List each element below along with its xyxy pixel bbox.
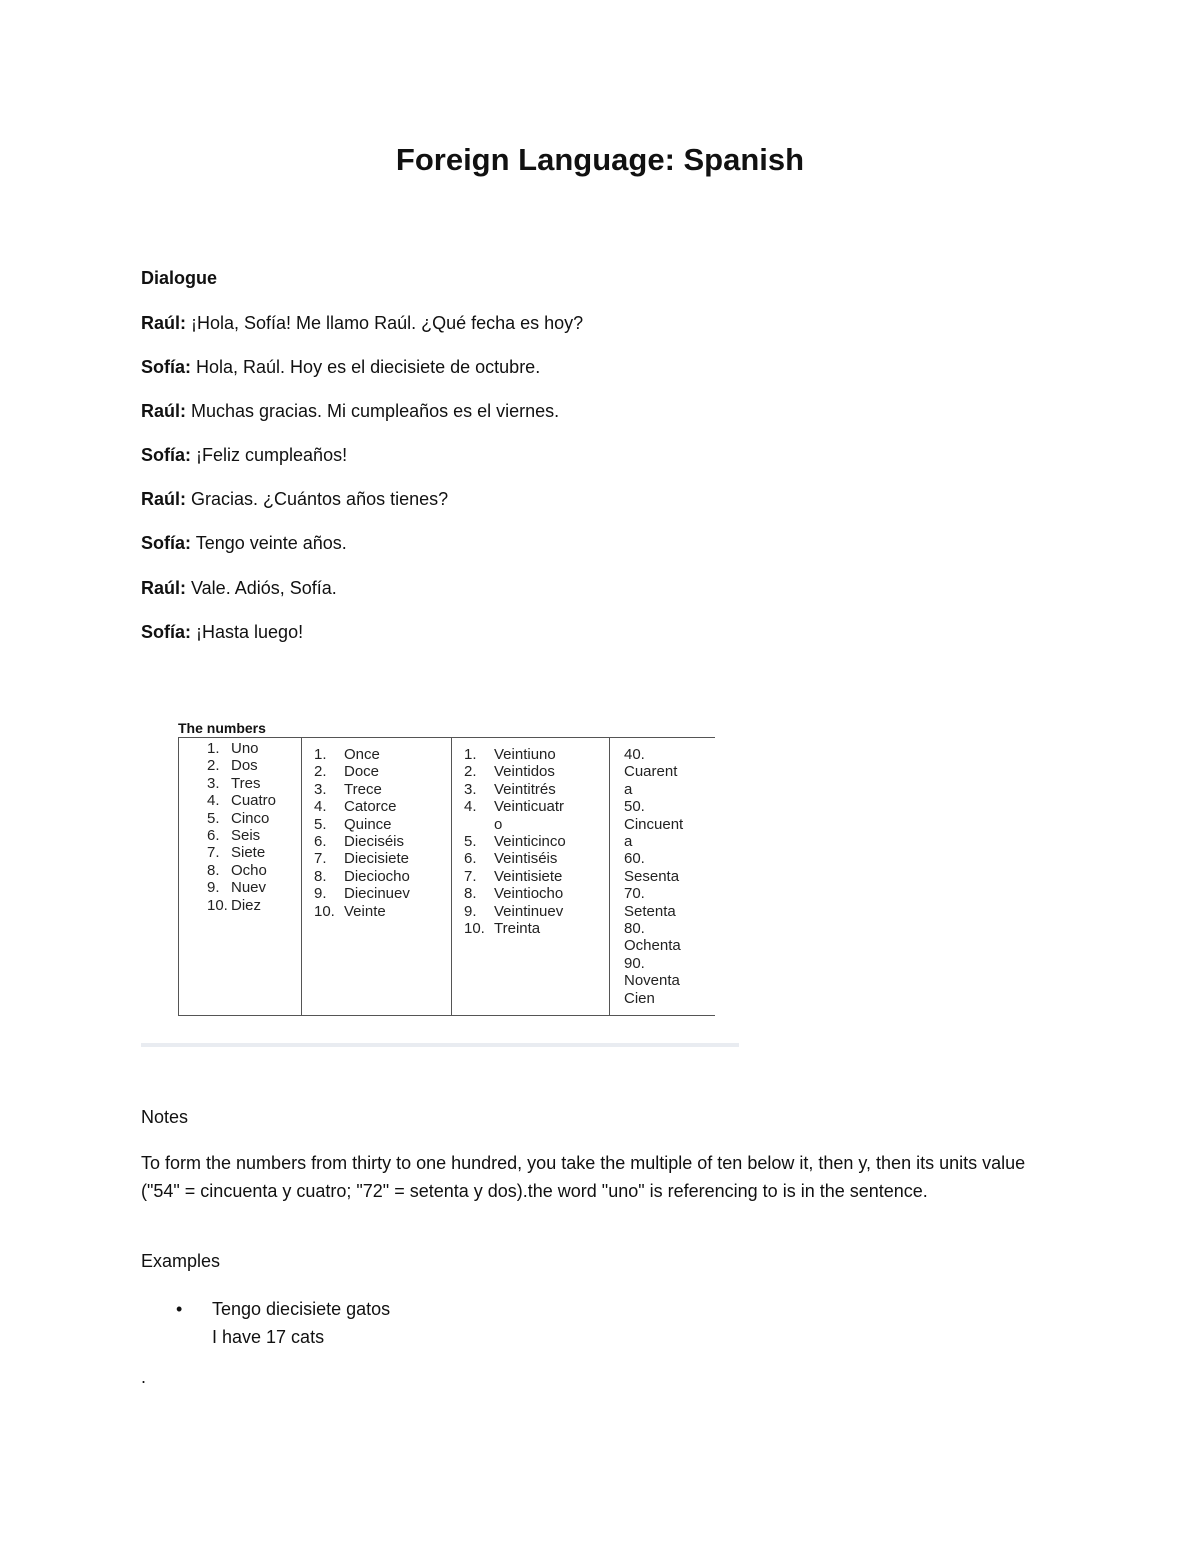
number-item: 80. [624,920,645,938]
number-word: Diecinuev [344,885,410,903]
number-word: Catorce [344,798,397,816]
number-index: 6. [464,850,477,868]
number-index: 4. [314,798,327,816]
number-item [464,781,609,798]
number-item [207,757,301,774]
number-item [464,868,609,885]
speaker: Raúl: [141,401,186,421]
number-word: Veintiséis [494,850,558,868]
number-word: Trece [344,780,382,798]
number-item: Ochenta [624,937,681,955]
number-word: Veintiuno [494,746,556,763]
number-index: 5. [207,809,220,827]
number-item [207,740,301,757]
number-word: Cuatro [231,792,277,810]
examples-heading: Examples [141,1251,221,1271]
number-item: 60. [624,850,645,868]
number-word: Veinticinco [494,833,566,851]
number-word: o [494,815,503,833]
line-text: Gracias. ¿Cuántos años tienes? [186,489,449,509]
speaker: Raúl: [141,578,186,598]
number-word: Uno [231,740,259,757]
dialogue-line [141,533,347,554]
number-index: 6. [207,827,220,845]
number-word: Veinte [344,902,386,920]
number-index: 1. [207,740,220,757]
number-index: 4. [464,798,477,816]
dialogue-line [141,622,303,643]
number-item [464,850,609,867]
number-word: Treinta [494,920,541,938]
number-index: 10. [464,920,485,938]
number-item: Cincuent [624,815,684,833]
number-item [464,885,609,902]
numbers-table [178,737,715,1016]
number-item: a [624,780,633,798]
number-index: 2. [207,757,220,775]
number-item [464,763,609,780]
numbers-table-image [178,720,716,1017]
speaker: Sofía: [141,445,192,465]
line-text: ¡Hola, Sofía! Me llamo Raúl. ¿Qué fecha es hoy? [186,313,584,333]
number-item: Sesenta [624,867,680,885]
line-text: Hola, Raúl. Hoy es el diecisiete de octubre. [191,357,541,377]
dialogue-heading: Dialogue [141,268,218,288]
number-item [207,827,301,844]
number-item [207,844,301,861]
number-item: 40. [624,746,645,763]
number-item [314,903,451,920]
line-text: Muchas gracias. Mi cumpleaños es el viernes. [186,401,560,421]
dialogue-line [141,313,583,334]
number-item: 70. [624,885,645,903]
divider [141,1043,739,1047]
number-item [314,833,451,850]
number-index: 9. [464,902,477,920]
number-index: 3. [464,780,477,798]
example-english: I have 17 cats [212,1327,325,1347]
dialogue-line [141,401,559,422]
number-word: Siete [231,844,266,862]
number-index: 3. [314,780,327,798]
numbers-column-tens [610,738,715,1015]
number-index: 6. [314,833,327,851]
number-index: 1. [314,746,327,763]
number-item: Cuarent [624,763,678,781]
number-word: Veintitrés [494,780,556,798]
number-index: 7. [207,844,220,862]
number-index: 9. [207,879,220,897]
number-item [314,868,451,885]
number-index: 5. [464,833,477,851]
dialogue-line [141,489,448,510]
number-word: Veinticuatr [494,798,565,816]
number-word: Dieciocho [344,867,410,885]
number-item [314,798,451,815]
notes-heading: Notes [141,1107,189,1127]
numbers-column-21-30 [452,738,610,1015]
number-item [207,792,301,809]
number-word: Dos [231,757,258,775]
number-word: Quince [344,815,392,833]
example-spanish: Tengo diecisiete gatos [212,1299,391,1319]
dialogue-line [141,445,347,466]
number-index: 7. [314,850,327,868]
speaker: Raúl: [141,313,186,333]
number-item [464,798,609,815]
number-item: a [624,833,633,851]
numbers-caption: The numbers [178,720,266,736]
number-item [314,781,451,798]
number-item [314,885,451,902]
examples-list [176,1295,390,1351]
number-word: Tres [231,774,261,792]
number-item [314,763,451,780]
number-item [314,746,451,763]
page-title: Foreign Language: Spanish [395,142,805,177]
number-word: Diez [231,896,262,914]
number-index: 9. [314,885,327,903]
number-item [464,816,609,833]
speaker: Sofía: [141,622,192,642]
number-item [207,810,301,827]
line-text: ¡Hasta luego! [191,622,304,642]
number-word: Dieciséis [344,833,405,851]
list-item [176,1295,390,1351]
number-item [207,862,301,879]
number-item [464,903,609,920]
number-item [314,850,451,867]
number-word: Cinco [231,809,270,827]
number-word: Seis [231,827,261,845]
number-item [207,897,301,914]
number-index: 2. [314,763,327,781]
bullet-icon: • [176,1299,183,1319]
line-text: Vale. Adiós, Sofía. [186,578,337,598]
number-index: 10. [314,902,335,920]
speaker: Sofía: [141,533,192,553]
notes-paragraph: To form the numbers from thirty to one hundred, you take the multiple of ten below it, then y, then its units value ("54" = cincuenta y cuatro; "72" = setenta y dos).the word "uno" is referencing to is in the sentence. [141,1153,1026,1201]
number-item: Cien [624,989,655,1007]
number-index: 8. [314,867,327,885]
number-index: 1. [464,746,477,763]
number-item [314,816,451,833]
number-item [464,920,609,937]
speaker: Raúl: [141,489,186,509]
number-index: 4. [207,792,220,810]
number-item: 90. [624,954,645,972]
numbers-column-11-20 [302,738,452,1015]
number-item [207,879,301,896]
number-item [464,833,609,850]
number-word: Veintisiete [494,867,563,885]
number-word: Nuev [231,879,267,897]
number-item [464,746,609,763]
number-word: Once [344,746,380,763]
line-text: Tengo veinte años. [191,533,347,553]
number-index: 7. [464,867,477,885]
number-word: Diecisiete [344,850,410,868]
number-word: Veintiocho [494,885,564,903]
number-index: 2. [464,763,477,781]
number-index: 3. [207,774,220,792]
number-item [207,775,301,792]
number-word: Veintinuev [494,902,564,920]
number-word: Doce [344,763,380,781]
dialogue-line [141,578,337,599]
number-item: 50. [624,798,645,816]
dialogue-line [141,357,540,378]
numbers-column-1-10 [179,738,302,1015]
line-text: ¡Feliz cumpleaños! [191,445,348,465]
number-index: 10. [207,896,228,914]
number-item: Noventa [624,972,680,990]
number-index: 5. [314,815,327,833]
number-word: Veintidos [494,763,555,781]
speaker: Sofía: [141,357,192,377]
number-item: Setenta [624,902,676,920]
number-word: Ocho [231,861,267,879]
number-index: 8. [464,885,477,903]
trailing-period: . [141,1367,147,1387]
number-index: 8. [207,861,220,879]
